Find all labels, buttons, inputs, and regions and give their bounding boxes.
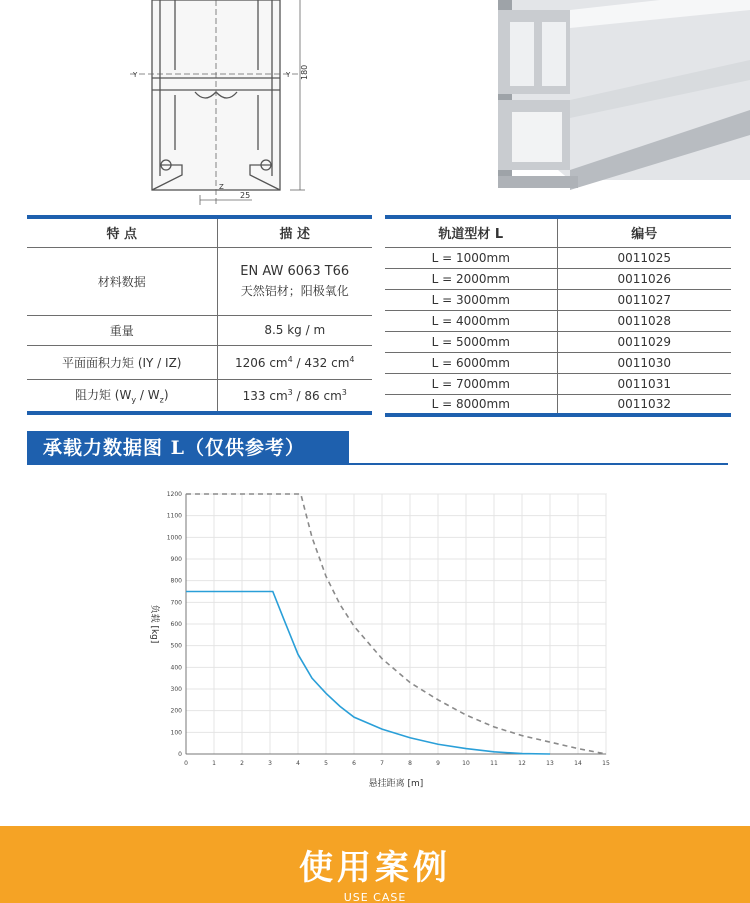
x-tick-label: 1 [212,760,216,767]
exponent: 4 [349,354,355,364]
table-row [27,379,372,413]
code-cell: 0011025 [557,247,731,268]
header-length: 轨道型材 L [385,217,557,247]
length-cell: L = 4000mm [385,310,557,331]
axis-label-y-left: Y [133,71,138,79]
y-tick-label: 300 [170,686,182,693]
value-text: 1206 cm [234,355,288,370]
table-row [27,345,372,379]
x-tick-label: 14 [574,760,582,767]
code-cell: 0011028 [557,310,731,331]
x-tick-label: 2 [240,760,244,767]
length-cell: L = 5000mm [385,331,557,352]
y-tick-label: 100 [170,729,182,737]
value-text: / 86 cm [292,388,342,403]
y-tick-label: 1200 [166,491,182,498]
y-tick-label: 400 [170,664,182,672]
x-tick-label: 11 [490,760,498,767]
exponent: 3 [341,387,347,397]
x-tick-label: 4 [296,760,300,767]
table-row [385,373,731,394]
axis-label-z: Z [219,183,224,191]
table-header-row [27,217,372,247]
description-cell [217,379,372,413]
rail-3d-render [498,0,750,190]
code-cell: 0011031 [557,373,731,394]
x-tick-label: 9 [436,760,440,767]
length-cell: L = 7000mm [385,373,557,394]
section-title: 承载力数据图 L（仅供参考） [27,431,349,465]
value-text: 133 cm [242,388,288,403]
description-cell [217,247,372,315]
use-case-title: 使用案例 [299,848,451,888]
y-tick-label: 600 [170,621,182,628]
length-cell: L = 1000mm [385,247,557,268]
exponent: 3 [287,387,293,397]
load-chart [140,482,620,792]
length-table-body [385,247,731,415]
value-text: / 432 cm [292,355,350,370]
table-row [27,247,372,315]
subscript: z [159,395,164,405]
header-description: 描 述 [217,217,372,247]
use-case-subtitle: USE CASE [343,891,407,903]
table-row [385,289,731,310]
length-code-table [385,215,731,417]
y-tick-label: 900 [170,556,182,563]
x-tick-label: 13 [546,760,554,767]
table-row [385,310,731,331]
code-cell: 0011026 [557,268,731,289]
description-cell [217,345,372,379]
properties-table [27,215,372,415]
x-tick-label: 3 [268,760,272,767]
feature-text: 阻力矩 (W [74,388,132,403]
header-code: 编号 [557,217,731,247]
y-tick-label: 1000 [166,534,182,542]
code-cell: 0011032 [557,394,731,415]
table-row [385,352,731,373]
subscript: y [131,395,137,405]
use-case-banner [0,826,750,903]
y-tick-label: 0 [178,751,182,758]
y-tick-label: 800 [170,577,182,585]
length-cell: L = 3000mm [385,289,557,310]
header-feature: 特 点 [27,217,217,247]
x-tick-label: 10 [462,760,470,767]
length-cell: L = 8000mm [385,394,557,415]
x-axis-title: 悬挂距离 [m] [368,779,424,789]
feature-cell [27,379,217,413]
feature-text: ) [163,388,169,403]
feature-cell: 平面面积力矩 (IY / IZ) [27,345,217,379]
y-axis-title: 负载 [kg] [149,604,159,644]
table-row [27,315,372,345]
description-line: 天然铝材；阳极氧化 [240,283,349,298]
x-tick-label: 8 [408,760,412,767]
code-cell: 0011027 [557,289,731,310]
axis-label-y-right: Y [286,71,291,79]
table-row [385,268,731,289]
description-line: EN AW 6063 T66 [240,263,350,279]
dimension-height: 180 [300,64,309,80]
x-tick-label: 15 [602,760,610,767]
x-tick-label: 7 [380,760,384,767]
table-row [385,331,731,352]
x-tick-label: 12 [518,760,526,767]
feature-text: / W [136,388,160,403]
code-cell: 0011030 [557,352,731,373]
y-tick-label: 700 [170,599,182,607]
length-cell: L = 6000mm [385,352,557,373]
y-tick-label: 200 [170,707,182,715]
y-tick-label: 500 [170,642,182,650]
y-tick-label: 1100 [166,512,182,520]
x-tick-label: 6 [352,760,356,767]
table-row [385,247,731,268]
code-cell: 0011029 [557,331,731,352]
feature-cell: 材料数据 [27,247,217,315]
feature-cell: 重量 [27,315,217,345]
description-cell: 8.5 kg / m [217,315,372,345]
table-header-row [385,217,731,247]
table-row [385,394,731,415]
x-tick-label: 5 [324,760,328,767]
profile-drawings [0,0,750,212]
dimension-width: 25 [240,191,251,200]
exponent: 4 [287,354,293,364]
length-cell: L = 2000mm [385,268,557,289]
x-tick-label: 0 [184,760,188,767]
